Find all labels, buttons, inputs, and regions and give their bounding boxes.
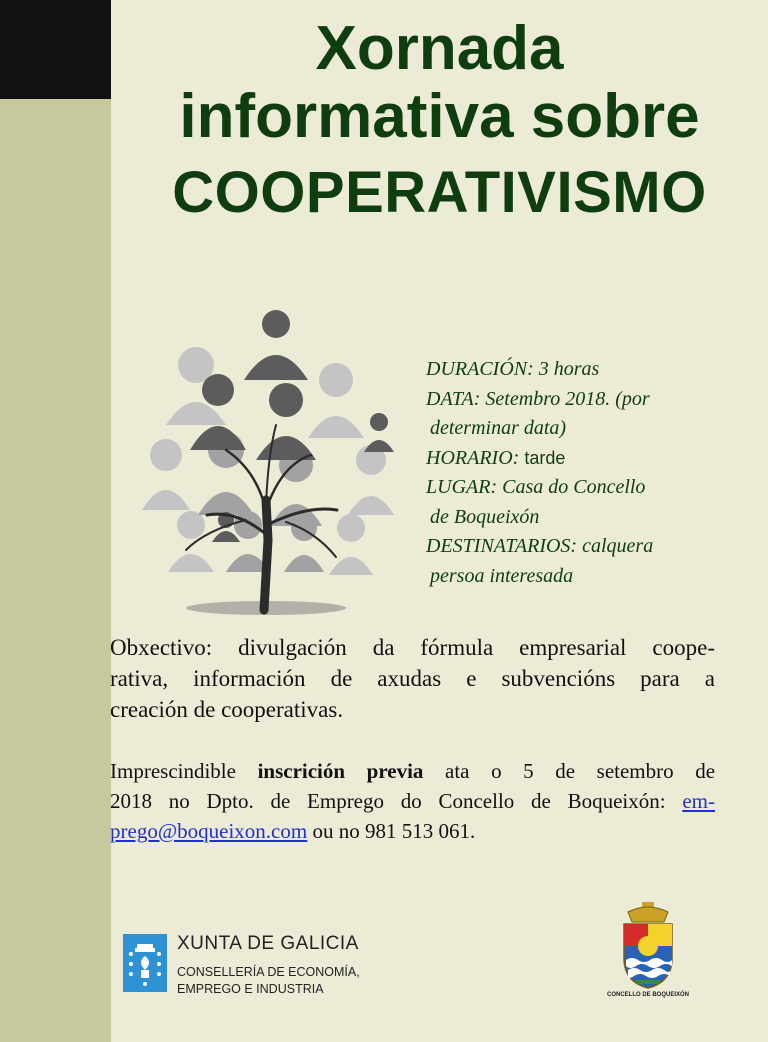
date-text-line-1: DATA: Setembro 2018. (por xyxy=(426,387,650,410)
left-side-bar xyxy=(0,0,111,1042)
place-text-line-2: de Boqueixón xyxy=(430,505,540,528)
objective-paragraph xyxy=(110,632,715,725)
objective-line-2: rativa, información de axudas e subvencións para a xyxy=(110,666,715,691)
registration-line-1 xyxy=(110,756,715,786)
audience-text-line-1: DESTINATARIOS: calquera xyxy=(426,535,654,557)
xunta-de-galicia-logo xyxy=(123,930,443,1000)
galicia-coat-of-arms-icon xyxy=(123,934,167,992)
concello-label: CONCELLO DE BOQUEIXÓN xyxy=(606,992,689,998)
xunta-name: XUNTA DE GALICIA xyxy=(177,933,359,954)
objective-line-1: Obxectivo: divulgación da fórmula empresarial coope- xyxy=(110,635,715,660)
registration-paragraph xyxy=(110,756,715,846)
place-text-line-1: LUGAR: Casa do Concello xyxy=(426,476,646,498)
schedule-value: tarde xyxy=(524,447,566,468)
event-details xyxy=(426,355,756,591)
schedule-label: HORARIO: xyxy=(426,446,520,469)
email-link-part-2[interactable]: prego@boqueixon.com xyxy=(110,819,308,843)
page-title xyxy=(111,14,768,230)
people-tree-illustration xyxy=(136,310,406,620)
schedule-text xyxy=(426,444,756,474)
xunta-department-line-1: CONSELLERÍA DE ECONOMÍA, xyxy=(177,965,360,979)
title-line-1: Xornada xyxy=(315,14,564,83)
corner-block xyxy=(0,0,111,99)
xunta-department xyxy=(177,964,360,998)
registration-line-3 xyxy=(110,816,715,846)
email-link-part-1[interactable]: em- xyxy=(682,789,716,813)
objective-line-3: creación de cooperativas. xyxy=(110,697,344,722)
registration-text: Imprescindible xyxy=(110,759,236,783)
title-line-2: informativa sobre xyxy=(179,82,700,151)
registration-text: ou no 981 513 061. xyxy=(312,819,476,843)
xunta-department-line-2: EMPREGO E INDUSTRIA xyxy=(177,982,324,996)
audience-text-line-2: persoa interesada xyxy=(430,564,574,587)
duration-text: DURACIÓN: 3 horas xyxy=(426,358,600,380)
registration-line-2 xyxy=(110,786,715,816)
date-text-line-2: determinar data) xyxy=(430,417,567,439)
title-line-3: COOPERATIVISMO xyxy=(172,160,707,225)
registration-text: 2018 no Dpto. de Emprego do Concello de Boqueixón: xyxy=(110,789,666,813)
registration-emphasis: inscrición previa xyxy=(257,759,424,783)
registration-text: ata o 5 de setembro de xyxy=(445,759,716,783)
